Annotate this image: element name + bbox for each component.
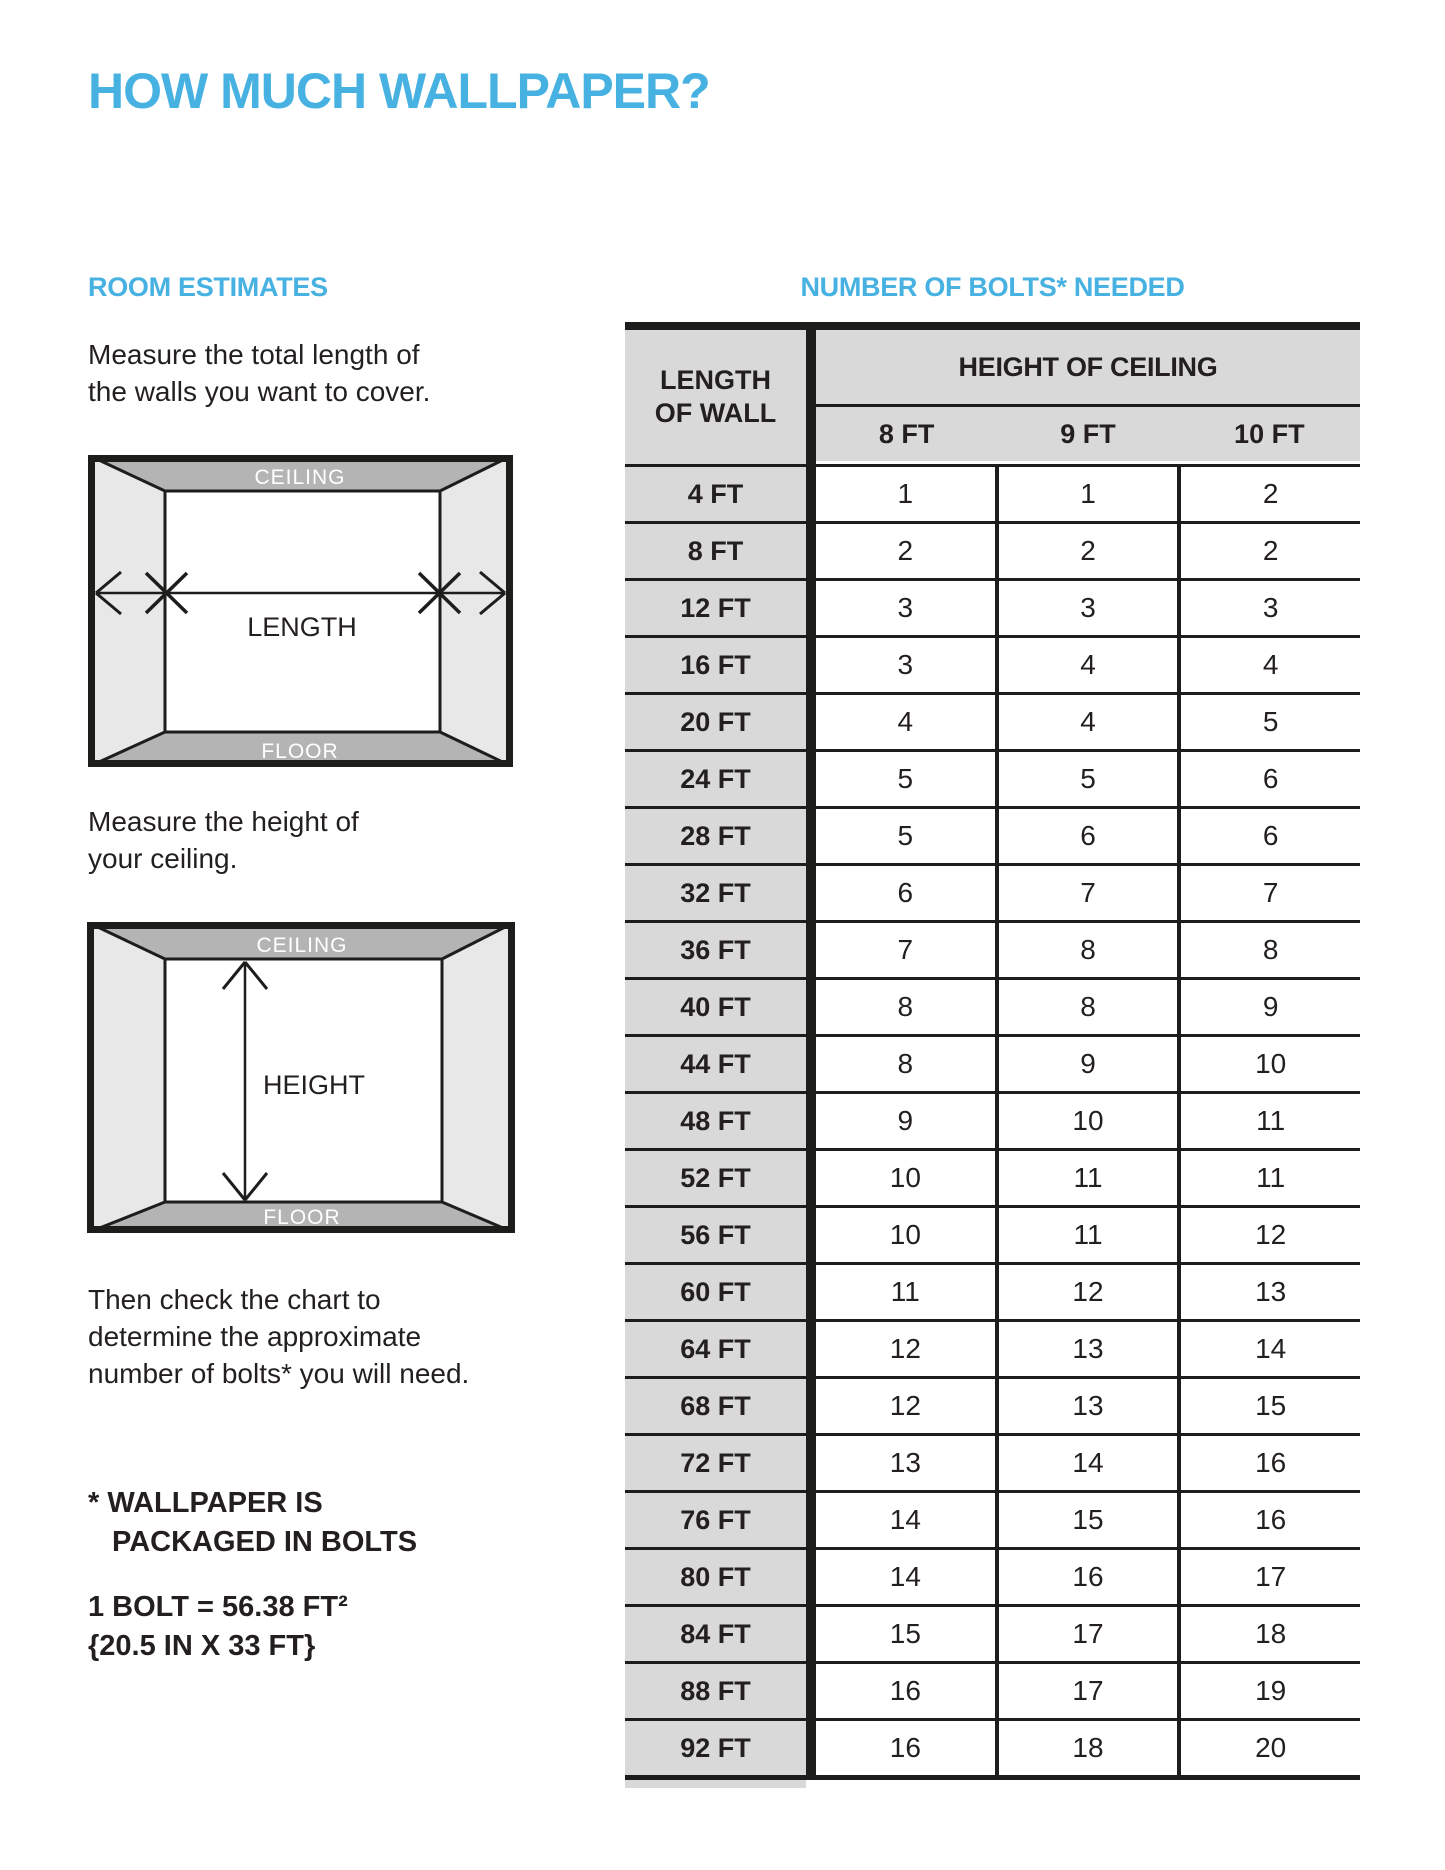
- measure-height-paragraph: [88, 803, 359, 877]
- height-label: HEIGHT: [263, 1070, 366, 1100]
- column-divider: [806, 1436, 816, 1490]
- table-row: [625, 1094, 1360, 1151]
- table-cell: 10: [1177, 1037, 1360, 1091]
- room-estimates-heading: ROOM ESTIMATES: [88, 272, 328, 302]
- column-divider: [806, 980, 816, 1034]
- column-divider: [806, 1322, 816, 1376]
- table-row: [625, 1265, 1360, 1322]
- table-cell: 9: [816, 1094, 995, 1148]
- room-length-diagram: [88, 455, 513, 772]
- table-cell: 5: [1177, 695, 1360, 749]
- row-label: 28 FT: [625, 809, 806, 863]
- table-cell: 14: [1177, 1322, 1360, 1376]
- column-divider: [806, 695, 816, 749]
- table-row: [625, 923, 1360, 980]
- row-label: 84 FT: [625, 1607, 806, 1661]
- table-cell: 6: [1177, 752, 1360, 806]
- table-cell: 15: [1177, 1379, 1360, 1433]
- left-wall-surface: [87, 922, 165, 1233]
- room-length-diagram-svg: [88, 455, 513, 767]
- table-cell: 12: [1177, 1208, 1360, 1262]
- paragraph-line: the walls you want to cover.: [88, 376, 431, 407]
- table-row: [625, 581, 1360, 638]
- left-wall-surface: [88, 455, 165, 767]
- page-title: HOW MUCH WALLPAPER?: [88, 63, 710, 119]
- row-label: 64 FT: [625, 1322, 806, 1376]
- ceiling-label: CEILING: [254, 466, 346, 489]
- column-divider: [806, 1607, 816, 1661]
- table-cell: 6: [1177, 809, 1360, 863]
- table-row: [625, 1607, 1360, 1664]
- table-cell: 13: [995, 1379, 1178, 1433]
- table-cell: 10: [816, 1151, 995, 1205]
- table-row: [625, 1151, 1360, 1208]
- table-cell: 16: [1177, 1493, 1360, 1547]
- table-cell: 10: [995, 1094, 1178, 1148]
- table-cell: 3: [816, 581, 995, 635]
- row-label: 60 FT: [625, 1265, 806, 1319]
- paragraph-line: your ceiling.: [88, 843, 238, 874]
- table-cell: 14: [816, 1493, 995, 1547]
- paragraph-line: determine the approximate: [88, 1321, 422, 1352]
- height-of-ceiling-header: HEIGHT OF CEILING: [816, 330, 1360, 407]
- column-divider: [806, 1208, 816, 1262]
- row-label: 20 FT: [625, 695, 806, 749]
- table-row: [625, 638, 1360, 695]
- table-cell: 13: [816, 1436, 995, 1490]
- table-cell: 17: [995, 1664, 1178, 1718]
- table-cell: 4: [816, 695, 995, 749]
- floor-label: FLOOR: [261, 740, 339, 763]
- table-cell: 5: [816, 809, 995, 863]
- table-cell: 17: [995, 1607, 1178, 1661]
- table-cell: 1: [995, 467, 1178, 521]
- table-cell: 2: [1177, 524, 1360, 578]
- table-cell: 8: [1177, 923, 1360, 977]
- bolts-needed-heading: NUMBER OF BOLTS* NEEDED: [800, 272, 1185, 302]
- column-header-8ft: 8 FT: [878, 418, 935, 449]
- row-label: 36 FT: [625, 923, 806, 977]
- table-cell: 2: [1177, 467, 1360, 521]
- row-label: 16 FT: [625, 638, 806, 692]
- table-cell: 8: [995, 980, 1178, 1034]
- table-row: [625, 1208, 1360, 1265]
- table-cell: 12: [995, 1265, 1178, 1319]
- table-cell: 6: [816, 866, 995, 920]
- table-cell: 2: [816, 524, 995, 578]
- paragraph-line: Measure the total length of: [88, 339, 420, 370]
- table-row: [625, 1664, 1360, 1721]
- paragraph-line: Then check the chart to: [88, 1284, 381, 1315]
- floor-label: FLOOR: [263, 1206, 341, 1229]
- table-cell: 18: [995, 1721, 1178, 1775]
- table-row: [625, 980, 1360, 1037]
- table-cell: 16: [816, 1721, 995, 1775]
- table-header: [625, 330, 1360, 467]
- table-row: [625, 1550, 1360, 1607]
- row-label: 52 FT: [625, 1151, 806, 1205]
- table-cell: 16: [1177, 1436, 1360, 1490]
- table-cell: 18: [1177, 1607, 1360, 1661]
- table-row: [625, 1037, 1360, 1094]
- table-cell: 4: [995, 638, 1178, 692]
- table-row: [625, 467, 1360, 524]
- column-divider: [806, 809, 816, 863]
- column-divider: [806, 1094, 816, 1148]
- column-divider: [806, 330, 816, 464]
- ceiling-label: CEILING: [256, 934, 348, 957]
- table-row: [625, 1721, 1360, 1780]
- table-cell: 4: [995, 695, 1178, 749]
- spec-line: {20.5 IN X 33 FT}: [88, 1630, 316, 1662]
- paragraph-line: number of bolts* you will need.: [88, 1358, 470, 1389]
- table-row: [625, 752, 1360, 809]
- row-label: 32 FT: [625, 866, 806, 920]
- header-line: LENGTH: [660, 365, 771, 395]
- column-divider: [806, 866, 816, 920]
- column-header-10ft: 10 FT: [1234, 418, 1305, 449]
- table-row: [625, 1322, 1360, 1379]
- partial-row-sliver: [625, 1780, 806, 1788]
- right-wall-surface: [440, 455, 513, 767]
- right-wall-surface: [442, 922, 515, 1233]
- table-cell: 12: [816, 1322, 995, 1376]
- column-divider: [806, 1721, 816, 1775]
- table-cell: 5: [995, 752, 1178, 806]
- table-cell: 4: [1177, 638, 1360, 692]
- table-cell: 17: [1177, 1550, 1360, 1604]
- table-cell: 5: [816, 752, 995, 806]
- bolts-table: [625, 322, 1360, 1788]
- column-divider: [806, 1037, 816, 1091]
- table-cell: 8: [816, 980, 995, 1034]
- table-cell: 8: [816, 1037, 995, 1091]
- check-chart-paragraph: [88, 1281, 469, 1392]
- footnote-line: PACKAGED IN BOLTS: [112, 1526, 418, 1558]
- table-row: [625, 866, 1360, 923]
- row-label: 24 FT: [625, 752, 806, 806]
- row-label: 48 FT: [625, 1094, 806, 1148]
- length-of-wall-header: [625, 330, 806, 464]
- row-label: 40 FT: [625, 980, 806, 1034]
- table-body: [625, 467, 1360, 1780]
- row-label: 8 FT: [625, 524, 806, 578]
- column-divider: [806, 1550, 816, 1604]
- table-cell: 15: [995, 1493, 1178, 1547]
- table-cell: 11: [816, 1265, 995, 1319]
- table-cell: 3: [1177, 581, 1360, 635]
- table-row: [625, 695, 1360, 752]
- table-cell: 2: [995, 524, 1178, 578]
- table-cell: 7: [995, 866, 1178, 920]
- column-divider: [806, 752, 816, 806]
- table-cell: 9: [1177, 980, 1360, 1034]
- row-label: 80 FT: [625, 1550, 806, 1604]
- ceiling-header-group: [816, 330, 1360, 464]
- column-divider: [806, 1493, 816, 1547]
- bolts-footnote: [88, 1484, 417, 1562]
- row-label: 56 FT: [625, 1208, 806, 1262]
- table-cell: 16: [816, 1664, 995, 1718]
- measure-length-paragraph: [88, 336, 430, 410]
- table-cell: 16: [995, 1550, 1178, 1604]
- footnote-line: * WALLPAPER IS: [88, 1487, 323, 1519]
- table-cell: 6: [995, 809, 1178, 863]
- table-cell: 14: [816, 1550, 995, 1604]
- table-row: [625, 1379, 1360, 1436]
- row-label: 12 FT: [625, 581, 806, 635]
- room-height-diagram: [87, 922, 515, 1238]
- table-row: [625, 1493, 1360, 1550]
- row-label: 92 FT: [625, 1721, 806, 1775]
- row-label: 68 FT: [625, 1379, 806, 1433]
- row-label: 4 FT: [625, 467, 806, 521]
- table-cell: 3: [816, 638, 995, 692]
- column-divider: [806, 581, 816, 635]
- column-divider: [806, 1151, 816, 1205]
- table-row: [625, 809, 1360, 866]
- bolt-size-spec: [88, 1588, 348, 1666]
- table-cell: 9: [995, 1037, 1178, 1091]
- column-divider: [806, 1664, 816, 1718]
- header-line: OF WALL: [654, 398, 777, 428]
- column-divider: [806, 1265, 816, 1319]
- table-cell: 11: [995, 1151, 1178, 1205]
- table-cell: 13: [995, 1322, 1178, 1376]
- column-header-9ft: 9 FT: [1060, 418, 1116, 449]
- table-cell: 13: [1177, 1265, 1360, 1319]
- table-cell: 3: [995, 581, 1178, 635]
- row-label: 72 FT: [625, 1436, 806, 1490]
- table-row: [625, 524, 1360, 581]
- table-cell: 1: [816, 467, 995, 521]
- column-divider: [806, 638, 816, 692]
- table-cell: 10: [816, 1208, 995, 1262]
- table-cell: 20: [1177, 1721, 1360, 1775]
- column-divider: [806, 923, 816, 977]
- table-cell: 14: [995, 1436, 1178, 1490]
- table-cell: 12: [816, 1379, 995, 1433]
- table-cell: 11: [1177, 1094, 1360, 1148]
- table-cell: 7: [1177, 866, 1360, 920]
- ceiling-heights-row: [816, 407, 1360, 461]
- table-cell: 8: [995, 923, 1178, 977]
- table-cell: 15: [816, 1607, 995, 1661]
- paragraph-line: Measure the height of: [88, 806, 359, 837]
- length-label: LENGTH: [247, 612, 357, 642]
- room-height-diagram-svg: [87, 922, 515, 1233]
- table-row: [625, 1436, 1360, 1493]
- column-divider: [806, 524, 816, 578]
- column-divider: [806, 1379, 816, 1433]
- table-cell: 11: [1177, 1151, 1360, 1205]
- row-label: 88 FT: [625, 1664, 806, 1718]
- table-cell: 19: [1177, 1664, 1360, 1718]
- spec-line: 1 BOLT = 56.38 FT²: [88, 1591, 348, 1623]
- table-cell: 11: [995, 1208, 1178, 1262]
- row-label: 44 FT: [625, 1037, 806, 1091]
- table-top-border: [625, 322, 1360, 330]
- row-label: 76 FT: [625, 1493, 806, 1547]
- column-divider: [806, 467, 816, 521]
- table-cell: 7: [816, 923, 995, 977]
